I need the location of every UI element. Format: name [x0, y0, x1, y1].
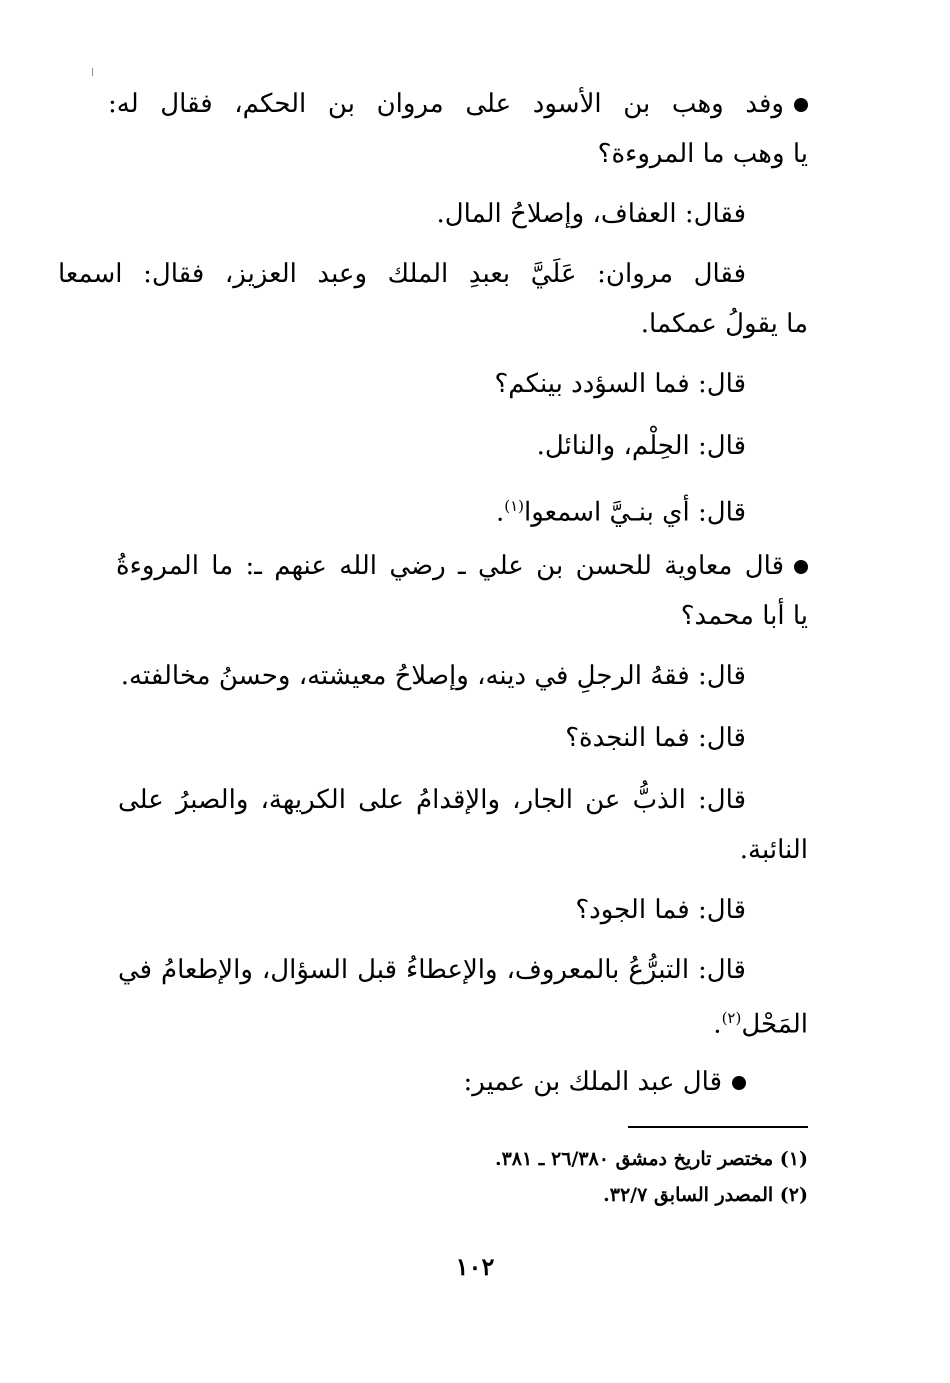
- footnote: (٢) المصدر السابق ٣٢/٧.: [603, 1184, 808, 1206]
- paragraph-line: النائبة.: [739, 835, 808, 865]
- paragraph-line: قال: فقهُ الرجلِ في دينه، وإصلاحُ معيشته، وحسنُ مخالفته.: [120, 661, 746, 691]
- paragraph-line: قال معاوية للحسن بن علي ـ رضي الله عنهم ـ: ما المروءةُ: [116, 548, 808, 584]
- footnote-divider: [628, 1126, 808, 1128]
- paragraph-line: قال: فما النجدة؟: [565, 723, 746, 753]
- paragraph-line: وفد وهب بن الأسود على مروان بن الحكم، فقال له:: [108, 86, 808, 122]
- paragraph-line: المَحْل$^{(٢)}$.: [713, 1009, 808, 1040]
- paragraph-line: قال: فما الجود؟: [575, 895, 746, 925]
- paragraph-line: قال عبد الملك بن عمير:: [463, 1064, 746, 1100]
- footnote-ref: (١): [504, 497, 525, 515]
- paragraph-line: يا وهب ما المروءة؟: [597, 139, 808, 169]
- paragraph-line: قال: التبرُّعُ بالمعروف، والإعطاءُ قبل السؤال، والإطعامُ في: [118, 955, 746, 985]
- bullet-icon: [794, 98, 808, 112]
- paragraph-line: يا أبا محمد؟: [680, 601, 808, 631]
- paragraph-line: قال: الذبُّ عن الجار، والإقدامُ على الكريهة، والصبرُ على: [118, 785, 746, 815]
- bullet-icon: [794, 560, 808, 574]
- page-number: ١٠٢: [455, 1252, 495, 1281]
- paragraph-line: فقال مروان: عَلَيَّ بعبدِ الملك وعبد العزيز، فقال: اسمعا: [58, 259, 746, 289]
- paragraph-line: ما يقولُ عمكما.: [640, 309, 808, 339]
- paragraph-line: فقال: العفاف، وإصلاحُ المال.: [436, 199, 746, 229]
- footnote: (١) مختصر تاريخ دمشق ٢٦/٣٨٠ ـ ٣٨١.: [494, 1148, 808, 1170]
- margin-mark: [92, 68, 93, 76]
- paragraph-line: قال: فما السؤدد بينكم؟: [494, 369, 746, 399]
- footnote-ref: (٢): [721, 1009, 742, 1027]
- paragraph-line: قال: الحِلْم، والنائل.: [536, 431, 746, 461]
- paragraph-line: قال: أي بنـيَّ اسمعوا$^{(١)}$.: [495, 497, 746, 528]
- bullet-icon: [732, 1076, 746, 1090]
